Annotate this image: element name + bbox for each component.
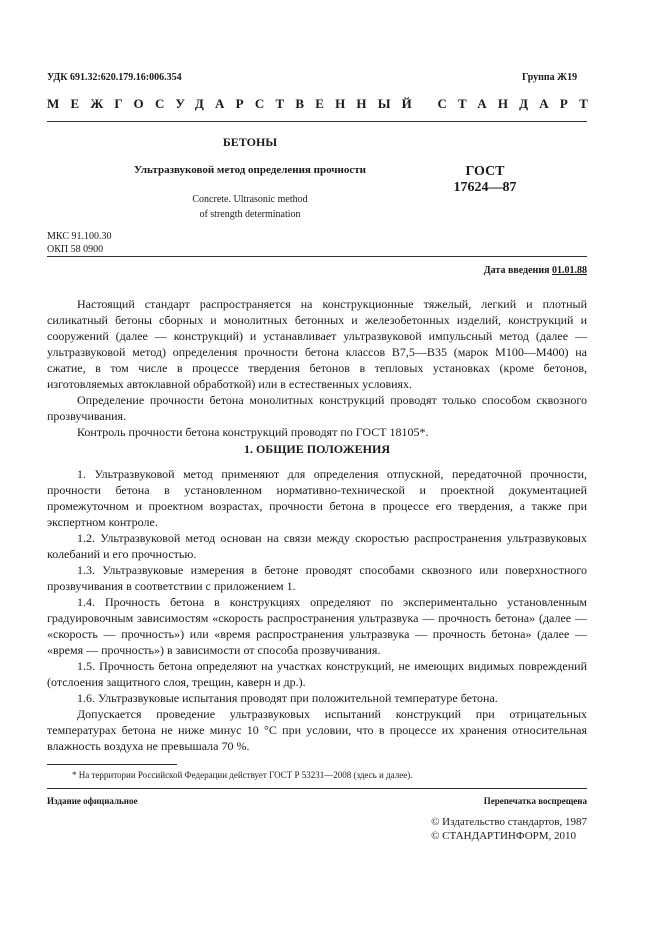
intro-date xyxy=(484,265,587,276)
intro-paragraph: Настоящий стандарт распространяется на конструкционные тяжелый, легкий и плотный силикатный бетоны сборных и монолитных бетонных и железобетонных изделий, конструкций и сооружений (далее — конструкций) и устанавливает ультразвуковой импульсный метод (далее — ультразвуковой метод) определения прочности бетона классов В7,5—В35 (марок М100—М400) на сжатие, в том числе в процессе твердения бетонов в тепловых установках (кроме бетонов, изготовляемых автоклавной обработкой) или в естественных условиях. xyxy=(47,297,587,391)
english-title-line2: of strength determination xyxy=(199,209,301,220)
section-paragraph: 1.2. Ультразвуковой метод основан на связи между скоростью распространения ультразвуковых колебаний и его прочностью. xyxy=(47,531,587,561)
section-paragraph: 1. Ультразвуковой метод применяют для определения отпускной, передаточной прочности, прочности бетона в установленном нормативно-технической и проектной документацией промежуточном и проектном возрастах, прочности бетона в процессе его твердения, а также при экспертном контроле. xyxy=(47,467,587,529)
intro-paragraph: Контроль прочности бетона конструкций проводят по ГОСТ 18105*. xyxy=(77,425,429,439)
okp-code: ОКП 58 0900 xyxy=(47,244,104,255)
gost-designation xyxy=(440,164,530,196)
intro-date-label: Дата введения xyxy=(483,265,550,276)
section-paragraph: 1.3. Ультразвуковые измерения в бетоне проводят способами сквозного или поверхностного прозвучивания в соответствии с приложением 1. xyxy=(47,563,587,593)
reprint-notice: Перепечатка воспрещена xyxy=(483,796,587,806)
udk-code: УДК 691.32:620.179.16:006.354 xyxy=(47,72,182,83)
section-heading: 1. ОБЩИЕ ПОЛОЖЕНИЯ xyxy=(243,442,391,456)
section1-text xyxy=(47,466,587,754)
section-paragraph: 1.5. Прочность бетона определяют на участках конструкций, не имеющих видимых повреждений (отслоения защитного слоя, трещин, каверн и др.). xyxy=(47,659,587,689)
intro-date-value: 01.01.88 xyxy=(552,265,587,276)
codes-divider xyxy=(47,256,587,257)
english-title xyxy=(0,192,500,222)
document-title: БЕТОНЫ xyxy=(222,135,278,149)
section-paragraph: 1.6. Ультразвуковые испытания проводят при положительной температуре бетона. xyxy=(77,691,498,705)
document-subtitle: Ультразвуковой метод определения прочности xyxy=(134,164,366,176)
copyright-block xyxy=(431,815,587,843)
header-divider xyxy=(47,121,587,122)
footnote: * На территории Российской Федерации действует ГОСТ Р 53231—2008 (здесь и далее). xyxy=(72,770,413,780)
section-paragraph: Допускается проведение ультразвуковых испытаний конструкций при отрицательных температурах бетона не ниже минус 10 °С при условии, что в процессе их хранения относительная влажность воздуха не превышала 70 %. xyxy=(47,707,587,753)
gost-number: 17624—87 xyxy=(453,180,517,195)
official-edition: Издание официальное xyxy=(47,796,138,806)
footnote-divider xyxy=(47,764,177,765)
gost-label: ГОСТ xyxy=(465,164,505,179)
copyright-line: © СТАНДАРТИНФОРМ, 2010 xyxy=(431,830,577,842)
intro-text xyxy=(47,296,587,440)
copyright-line: © Издательство стандартов, 1987 xyxy=(431,816,587,828)
classification-codes xyxy=(47,230,111,256)
group-code: Группа Ж19 xyxy=(522,72,578,83)
mks-code: МКС 91.100.30 xyxy=(47,231,112,242)
english-title-line1: Concrete. Ultrasonic method xyxy=(192,194,308,205)
intro-paragraph: Определение прочности бетона монолитных конструкций проводят только способом сквозного прозвучивания. xyxy=(47,393,587,423)
footer-divider xyxy=(47,788,587,789)
section-paragraph: 1.4. Прочность бетона в конструкциях определяют по экспериментально установленным градуировочным зависимостям «скорость распространения ультразвука — прочность бетона» (далее — «скорость — прочность») или «время распространения ультразвука — прочность бетона» (далее — «время — прочность») в зависимости от способа прозвучивания. xyxy=(47,595,587,657)
standard-type: МЕЖГОСУДАРСТВЕННЫЙ СТАНДАРТ xyxy=(47,96,600,111)
